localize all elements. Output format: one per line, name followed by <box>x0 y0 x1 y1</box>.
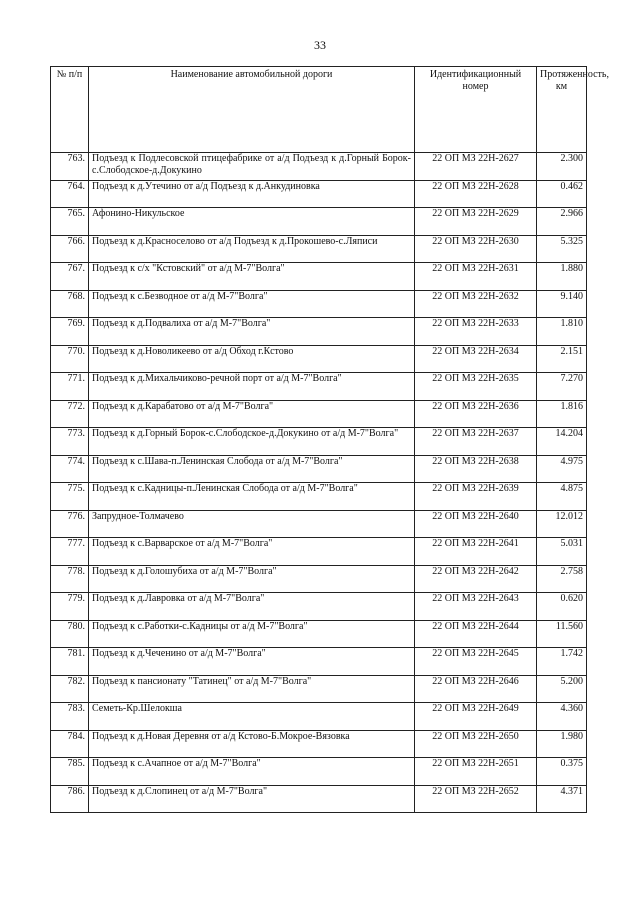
row-number: 786. <box>51 785 89 813</box>
road-ident: 22 ОП МЗ 22Н-2632 <box>415 290 537 318</box>
row-number: 774. <box>51 455 89 483</box>
road-length: 1.742 <box>537 648 587 676</box>
road-name: Семеть-Кр.Шелокша <box>89 703 415 731</box>
road-length: 14.204 <box>537 428 587 456</box>
road-ident: 22 ОП МЗ 22Н-2641 <box>415 538 537 566</box>
table-row <box>51 263 587 291</box>
table-row <box>51 483 587 511</box>
table-row <box>51 373 587 401</box>
row-number: 764. <box>51 180 89 208</box>
road-ident: 22 ОП МЗ 22Н-2639 <box>415 483 537 511</box>
table-row <box>51 153 587 181</box>
row-number: 776. <box>51 510 89 538</box>
header-ident: Идентификационный номер <box>415 67 537 153</box>
road-length: 9.140 <box>537 290 587 318</box>
row-number: 779. <box>51 593 89 621</box>
header-length: Протяженность, км <box>537 67 587 153</box>
row-number: 766. <box>51 235 89 263</box>
table-row <box>51 565 587 593</box>
table-row <box>51 675 587 703</box>
road-ident: 22 ОП МЗ 22Н-2649 <box>415 703 537 731</box>
header-row <box>51 67 587 153</box>
table-body <box>51 153 587 813</box>
road-ident: 22 ОП МЗ 22Н-2637 <box>415 428 537 456</box>
table-row <box>51 208 587 236</box>
road-name: Подъезд к с.Варварское от а/д М-7"Волга" <box>89 538 415 566</box>
road-ident: 22 ОП МЗ 22Н-2638 <box>415 455 537 483</box>
row-number: 782. <box>51 675 89 703</box>
road-name: Подъезд к д.Чеченино от а/д М-7"Волга" <box>89 648 415 676</box>
row-number: 767. <box>51 263 89 291</box>
row-number: 773. <box>51 428 89 456</box>
road-length: 2.300 <box>537 153 587 181</box>
road-name: Подъезд к д.Горный Борок-с.Слободское-д.Докукино от а/д М-7"Волга" <box>89 428 415 456</box>
road-name: Подъезд к д.Подвалиха от а/д М-7"Волга" <box>89 318 415 346</box>
row-number: 771. <box>51 373 89 401</box>
road-ident: 22 ОП МЗ 22Н-2635 <box>415 373 537 401</box>
road-name: Афонино-Никульское <box>89 208 415 236</box>
road-ident: 22 ОП МЗ 22Н-2627 <box>415 153 537 181</box>
road-name: Подъезд к Подлесовской птицефабрике от а/д Подъезд к д.Горный Борок-с.Слободское-д.Докукино <box>89 153 415 181</box>
road-ident: 22 ОП МЗ 22Н-2636 <box>415 400 537 428</box>
table-row <box>51 290 587 318</box>
road-name: Подъезд к с.Работки-с.Кадницы от а/д М-7"Волга" <box>89 620 415 648</box>
table-row <box>51 593 587 621</box>
road-length: 5.031 <box>537 538 587 566</box>
table-row <box>51 235 587 263</box>
road-ident: 22 ОП МЗ 22Н-2629 <box>415 208 537 236</box>
road-length: 2.151 <box>537 345 587 373</box>
road-length: 5.200 <box>537 675 587 703</box>
road-length: 1.880 <box>537 263 587 291</box>
road-length: 7.270 <box>537 373 587 401</box>
table-row <box>51 538 587 566</box>
road-ident: 22 ОП МЗ 22Н-2628 <box>415 180 537 208</box>
row-number: 781. <box>51 648 89 676</box>
road-name: Подъезд к д.Голошубиха от а/д М-7"Волга" <box>89 565 415 593</box>
road-length: 2.758 <box>537 565 587 593</box>
road-length: 4.875 <box>537 483 587 511</box>
road-length: 5.325 <box>537 235 587 263</box>
row-number: 785. <box>51 758 89 786</box>
road-ident: 22 ОП МЗ 22Н-2651 <box>415 758 537 786</box>
header-name: Наименование автомобильной дороги <box>89 67 415 153</box>
road-name: Подъезд к д.Карабатово от а/д М-7"Волга" <box>89 400 415 428</box>
row-number: 775. <box>51 483 89 511</box>
road-length: 0.620 <box>537 593 587 621</box>
road-length: 0.462 <box>537 180 587 208</box>
road-length: 2.966 <box>537 208 587 236</box>
road-length: 1.980 <box>537 730 587 758</box>
page-number: 33 <box>314 38 326 52</box>
road-name: Подъезд к д.Новая Деревня от а/д Кстово-Б.Мокрое-Вязовка <box>89 730 415 758</box>
road-ident: 22 ОП МЗ 22Н-2634 <box>415 345 537 373</box>
row-number: 763. <box>51 153 89 181</box>
road-name: Подъезд к с.Кадницы-п.Ленинская Слобода от а/д М-7"Волга" <box>89 483 415 511</box>
road-length: 0.375 <box>537 758 587 786</box>
row-number: 777. <box>51 538 89 566</box>
road-ident: 22 ОП МЗ 22Н-2645 <box>415 648 537 676</box>
road-length: 1.816 <box>537 400 587 428</box>
road-name: Подъезд к с.Ачапное от а/д М-7"Волга" <box>89 758 415 786</box>
table-row <box>51 428 587 456</box>
road-ident: 22 ОП МЗ 22Н-2642 <box>415 565 537 593</box>
row-number: 778. <box>51 565 89 593</box>
road-name: Подъезд к с.Безводное от а/д М-7"Волга" <box>89 290 415 318</box>
table-row <box>51 345 587 373</box>
road-name: Подъезд к с.Шава-п.Ленинская Слобода от а/д М-7"Волга" <box>89 455 415 483</box>
road-ident: 22 ОП МЗ 22Н-2640 <box>415 510 537 538</box>
road-ident: 22 ОП МЗ 22Н-2633 <box>415 318 537 346</box>
road-name: Запрудное-Толмачево <box>89 510 415 538</box>
row-number: 772. <box>51 400 89 428</box>
table-header <box>51 67 609 153</box>
road-name: Подъезд к д.Новоликеево от а/д Обход г.Кстово <box>89 345 415 373</box>
road-name: Подъезд к д.Лавровка от а/д М-7"Волга" <box>89 593 415 621</box>
road-length: 12.012 <box>537 510 587 538</box>
road-ident: 22 ОП МЗ 22Н-2646 <box>415 675 537 703</box>
table-row <box>51 455 587 483</box>
row-number: 784. <box>51 730 89 758</box>
road-ident: 22 ОП МЗ 22Н-2650 <box>415 730 537 758</box>
table-row <box>51 620 587 648</box>
header-num: № п/п <box>51 67 89 153</box>
roads-table <box>50 66 609 813</box>
table-row <box>51 785 587 813</box>
table-row <box>51 400 587 428</box>
road-name: Подъезд к д.Михальчиково-речной порт от а/д М-7"Волга" <box>89 373 415 401</box>
road-length: 4.975 <box>537 455 587 483</box>
road-ident: 22 ОП МЗ 22Н-2644 <box>415 620 537 648</box>
road-length: 1.810 <box>537 318 587 346</box>
road-length: 4.360 <box>537 703 587 731</box>
table-row <box>51 318 587 346</box>
row-number: 783. <box>51 703 89 731</box>
road-name: Подъезд к д.Утечино от а/д Подъезд к д.Анкудиновка <box>89 180 415 208</box>
road-name: Подъезд к с/х "Кстовский" от а/д М-7"Волга" <box>89 263 415 291</box>
road-ident: 22 ОП МЗ 22Н-2643 <box>415 593 537 621</box>
table-row <box>51 648 587 676</box>
road-name: Подъезд к д.Красноселово от а/д Подъезд к д.Прокошево-с.Ляписи <box>89 235 415 263</box>
road-ident: 22 ОП МЗ 22Н-2631 <box>415 263 537 291</box>
row-number: 768. <box>51 290 89 318</box>
table-row <box>51 703 587 731</box>
row-number: 770. <box>51 345 89 373</box>
table-row <box>51 510 587 538</box>
road-ident: 22 ОП МЗ 22Н-2652 <box>415 785 537 813</box>
row-number: 769. <box>51 318 89 346</box>
road-length: 4.371 <box>537 785 587 813</box>
road-name: Подъезд к д.Слопинец от а/д М-7"Волга" <box>89 785 415 813</box>
table-row <box>51 180 587 208</box>
table-row <box>51 758 587 786</box>
road-name: Подъезд к пансионату "Татинец" от а/д М-7"Волга" <box>89 675 415 703</box>
road-ident: 22 ОП МЗ 22Н-2630 <box>415 235 537 263</box>
row-number: 765. <box>51 208 89 236</box>
road-length: 11.560 <box>537 620 587 648</box>
table-row <box>51 730 587 758</box>
row-number: 780. <box>51 620 89 648</box>
